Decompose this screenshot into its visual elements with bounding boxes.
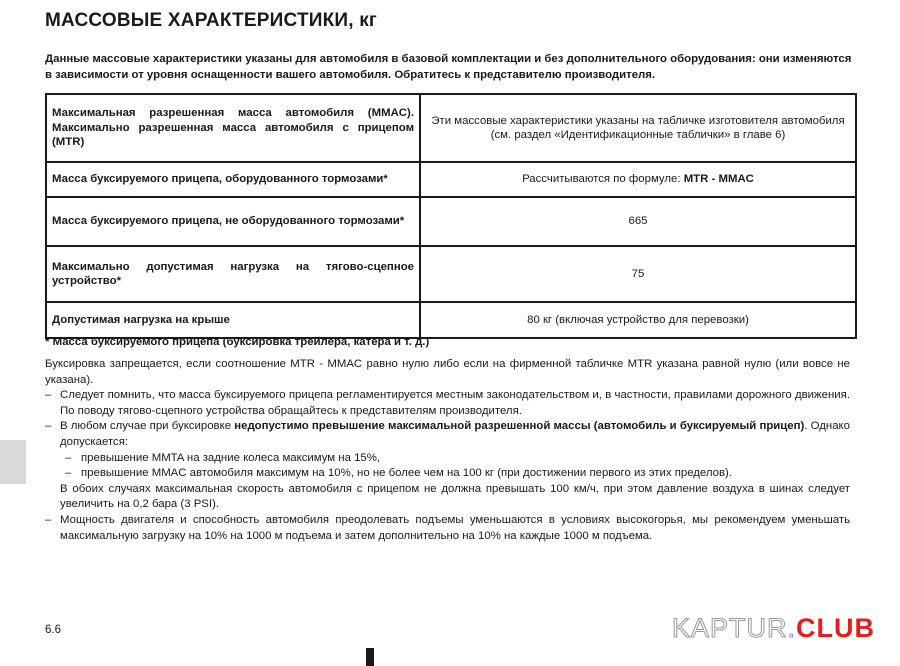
dash-bullet: – <box>45 389 52 402</box>
watermark-accent-text: CLUB <box>796 613 876 643</box>
chapter-tab <box>0 440 26 484</box>
watermark-logo <box>672 613 875 644</box>
row-value: 80 кг (включая устройство для перевозки) <box>420 302 856 338</box>
list-item <box>45 419 850 450</box>
dash-bullet: – <box>45 420 52 433</box>
dash-bullet: – <box>65 451 72 464</box>
list-item-prefix: В любом случае при буксировке <box>60 420 235 433</box>
sub-list-item-text: превышение MMTA на задние колеса максимум на 15%, <box>81 451 381 464</box>
formula: MTR - MMAC <box>683 173 754 186</box>
page-number: 6.6 <box>45 624 61 636</box>
sub-list-item <box>45 466 850 482</box>
row-label: Максимальная разрешенная масса автомобиля (MMAC). Максимально разрешенная масса автомобиля с прицепом (MTR) <box>46 94 420 162</box>
dash-bullet: – <box>65 467 72 480</box>
row-value: 75 <box>420 246 856 302</box>
row-label: Допустимая нагрузка на крыше <box>46 302 420 338</box>
row-value: 665 <box>420 197 856 246</box>
table-row <box>46 94 856 162</box>
dash-bullet: – <box>45 513 52 526</box>
row-label: Масса буксируемого прицепа, оборудованного тормозами* <box>46 162 420 197</box>
intro-paragraph: Данные массовые характеристики указаны для автомобиля в базовой комплектации и без дополнительного оборудования: они изменяются в зависимости от уровня оснащенности вашего автомобиля. Обратитесь к представителю производителя. <box>45 53 852 81</box>
list-item-suffix: . Однако допускается: <box>60 420 850 448</box>
row-value: Эти массовые характеристики указаны на табличке изготовителя автомобиля (см. раздел «Идентификационные таблички» в главе 6) <box>420 94 856 162</box>
list-item <box>45 513 850 544</box>
table-row <box>46 197 856 246</box>
row-value <box>420 162 856 197</box>
list-item-text: Следует помнить, что масса буксируемого прицепа регламентируется местным законодательством и, в частности, правилами дорожного движения. По поводу тягово-сцепного устройства обращайтесь к представителям производителя. <box>60 389 850 417</box>
list-item <box>45 388 850 419</box>
mass-table <box>45 93 857 339</box>
binding-mark <box>366 648 374 666</box>
body-text <box>45 357 850 544</box>
table-footnote: * Масса буксируемого прицепа (буксировка трейлера, катера и т. д.) <box>45 336 430 348</box>
formula-prefix: Рассчитываются по формуле: <box>522 173 684 186</box>
table-row <box>46 302 856 338</box>
watermark-text: KAPTUR. <box>672 613 797 643</box>
sub-list-item <box>45 451 850 467</box>
table-row <box>46 162 856 197</box>
row-label: Максимально допустимая нагрузка на тягово-сцепное устройство* <box>46 246 420 302</box>
row-label: Масса буксируемого прицепа, не оборудованного тормозами* <box>46 197 420 246</box>
list-item-emphasis: недопустимо превышение максимальной разрешенной массы (автомобиль и буксируемый прицеп) <box>234 420 805 433</box>
list-item-note: В обоих случаях максимальная скорость автомобиля с прицепом не должна превышать 100 км/ч, при этом давление воздуха в шинах следует увеличить на 0,2 бара (3 PSI). <box>60 482 850 511</box>
table-row <box>46 246 856 302</box>
page-title: МАССОВЫЕ ХАРАКТЕРИСТИКИ, кг <box>45 10 378 31</box>
sub-list-item-text: превышение MMAC автомобиля максимум на 10%, но не более чем на 100 кг (при достижении первого из этих пределов). <box>81 467 733 480</box>
list-item-text: Мощность двигателя и способность автомобиля преодолевать подъемы уменьшаются в условиях высокогорья, мы рекомендуем уменьшать максимальную загрузку на 10% на 1000 м подъема и затем дополнительно на 10% на каждые 1000 м подъема. <box>60 513 850 542</box>
body-paragraph: Буксировка запрещается, если соотношение MTR - MMAC равно нулю либо если на фирменной табличке MTR указана равной нулю (или вовсе не указана). <box>45 358 850 386</box>
